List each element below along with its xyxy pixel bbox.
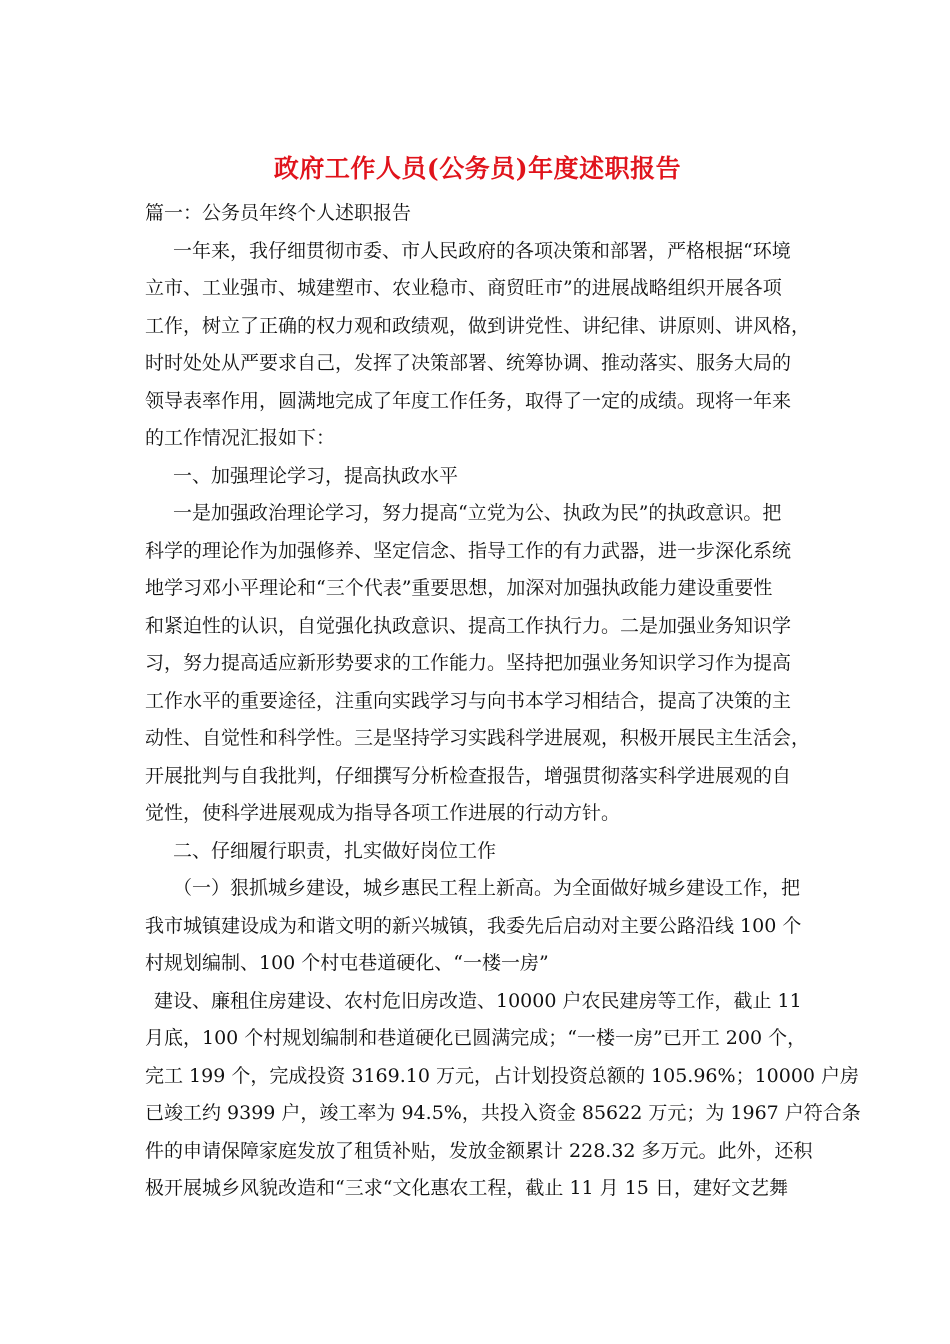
paragraph-line: 完工 199 个，完成投资 3169.10 万元，占计划投资总额的 105.96%；10000 户房 (145, 1064, 860, 1087)
paragraph-line: 篇一：公务员年终个人述职报告 (145, 202, 412, 224)
paragraph-line: 一是加强政治理论学习，努力提高“立党为公、执政为民”的执政意识。把 (173, 502, 782, 524)
paragraph-line: 极开展城乡风貌改造和“三求“文化惠农工程，截止 11 月 15 日，建好文艺舞 (145, 1177, 788, 1199)
document-page (145, 145, 861, 1208)
paragraph-line: 一、加强理论学习，提高执政水平 (173, 464, 459, 487)
paragraph-line: 地学习邓小平理论和“三个代表”重要思想，加深对加强执政能力建设重要性 (145, 577, 773, 599)
document-body (145, 195, 861, 1208)
paragraph-line: 科学的理论作为加强修养、坚定信念、指导工作的有力武器，进一步深化系统 (145, 539, 792, 562)
paragraph-line: 月底，100 个村规划编制和巷道硬化已圆满完成；“一楼一房”已开工 200 个， (145, 1027, 807, 1049)
paragraph-line: 觉性，使科学进展观成为指导各项工作进展的行动方针。 (145, 802, 621, 824)
paragraph-line: 二、仔细履行职责，扎实做好岗位工作 (173, 839, 497, 862)
paragraph-line: 工作水平的重要途径，注重向实践学习与向书本学习相结合，提高了决策的主 (145, 689, 792, 712)
paragraph-line: 建设、廉租住房建设、农村危旧房改造、10000 户农民建房等工作，截止 11 (154, 989, 802, 1012)
paragraph-line: 的工作情况汇报如下： (145, 427, 336, 449)
paragraph-line: 件的申请保障家庭发放了租赁补贴，发放金额累计 228.32 多万元。此外，还积 (145, 1139, 813, 1162)
paragraph-line: 习，努力提高适应新形势要求的工作能力。坚持把加强业务知识学习作为提高 (145, 652, 792, 674)
document-title: 政府工作人员(公务员)年度述职报告 (273, 154, 682, 183)
paragraph-line: 我市城镇建设成为和谐文明的新兴城镇，我委先后启动对主要公路沿线 100 个 (145, 914, 802, 937)
paragraph-line: 村规划编制、100 个村屯巷道硬化、“一楼一房” (145, 952, 549, 974)
paragraph-line: 动性、自觉性和科学性。三是坚持学习实践科学进展观，积极开展民主生活会， (145, 727, 811, 749)
paragraph-line: （一）狠抓城乡建设，城乡惠民工程上新高。为全面做好城乡建设工作，把 (173, 877, 801, 899)
paragraph-line: 时时处处从严要求自己，发挥了决策部署、统筹协调、推动落实、服务大局的 (145, 352, 792, 374)
paragraph-line: 和紧迫性的认识，自觉强化执政意识、提高工作执行力。二是加强业务知识学 (145, 614, 792, 637)
paragraph-line: 领导表率作用，圆满地完成了年度工作任务，取得了一定的成绩。现将一年来 (145, 389, 792, 412)
paragraph-line: 立市、工业强市、城建塑市、农业稳市、商贸旺市”的进展战略组织开展各项 (145, 277, 782, 299)
paragraph-line: 一年来，我仔细贯彻市委、市人民政府的各项决策和部署，严格根据“环境 (173, 239, 791, 262)
paragraph-line: 开展批判与自我批判，仔细撰写分析检查报告，增强贯彻落实科学进展观的自 (145, 764, 792, 787)
paragraph-line: 工作，树立了正确的权力观和政绩观，做到讲党性、讲纪律、讲原则、讲风格， (145, 314, 811, 337)
paragraph-line: 已竣工约 9399 户，竣工率为 94.5%，共投入资金 85622 万元；为 1967 户符合条 (145, 1102, 861, 1124)
